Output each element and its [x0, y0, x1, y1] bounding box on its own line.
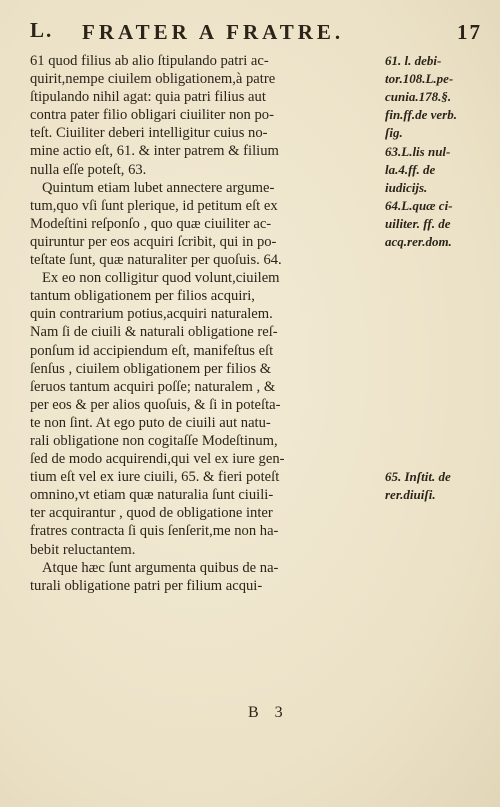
- margin-note: iudicijs.: [385, 179, 428, 195]
- margin-note: uiliter. ff. de: [385, 215, 451, 231]
- text-line: fratres contracta ſi quis ſenſerit,me non ha-: [30, 523, 279, 540]
- text-line: ſed de modo acquirendi,qui vel ex iure gen-: [30, 451, 285, 468]
- text-line: ſeruos tantum acquiri poſſe; naturalem , &: [30, 378, 276, 395]
- signature-mark: B 3: [248, 704, 289, 721]
- text-line: mine actio eſt, 61. & inter patrem & filium: [30, 143, 279, 160]
- text-line: tantum obligationem per filios acquiri,: [30, 288, 255, 305]
- text-line: teſt. Ciuiliter deberi intelligitur cuius no-: [30, 125, 268, 142]
- header-letter: L.: [30, 18, 54, 42]
- text-line: Atque hæc ſunt argumenta quibus de na-: [42, 559, 279, 576]
- text-line: ter acquirantur , quod de obligatione inter: [30, 505, 273, 522]
- page-number: 17: [457, 20, 482, 44]
- text-line: bebit reluctantem.: [30, 541, 136, 558]
- text-line: ſenſus , ciuilem obligationem per filios &: [30, 360, 272, 377]
- text-line: quiruntur per eos acquiri ſcribit, qui in po-: [30, 233, 277, 250]
- margin-note: rer.diuiſi.: [385, 487, 436, 503]
- text-line: tium eſt vel ex iure ciuili, 65. & fieri poteſt: [30, 469, 280, 486]
- text-line: te non ſint. At ego puto de ciuili aut natu-: [30, 414, 271, 431]
- text-line: rali obligatione non cogitaſſe Modeſtinum,: [30, 432, 278, 449]
- text-line: nulla eſſe poteſt, 63.: [30, 161, 147, 178]
- text-line: 61 quod filius ab alio ſtipulando patri ac-: [30, 53, 269, 69]
- text-line: omnino,vt etiam quæ naturalia ſunt ciuili-: [30, 487, 274, 504]
- text-line: quirit,nempe ciuilem obligationem,à patre: [30, 71, 276, 88]
- text-line: Ex eo non colligitur quod volunt,ciuilem: [42, 270, 280, 287]
- header-title: FRATER A FRATRE.: [82, 20, 345, 44]
- margin-note: acq.rer.dom.: [385, 234, 452, 249]
- text-line: teſtate ſunt, quæ naturaliter per quoſuis. 64.: [30, 252, 282, 269]
- text-line: Quintum etiam lubet annectere argume-: [42, 179, 275, 196]
- running-header: [30, 18, 482, 46]
- text-line: quin contrarium potius,acquiri naturalem.: [30, 306, 273, 323]
- text-line: contra pater filio obligari ciuiliter non po-: [30, 107, 274, 124]
- margin-note: cunia.178.§.: [385, 89, 452, 105]
- text-line: ſtipulando nihil agat: quia patri filius aut: [30, 89, 266, 106]
- margin-note: fin.ff.de verb.: [385, 107, 457, 123]
- text-line: per eos & per alios quoſuis, & ſi in poteſta-: [30, 396, 281, 413]
- text-line: Modeſtini reſponſo , quo quæ ciuiliter ac-: [30, 215, 272, 232]
- margin-note: tor.108.L.pe-: [385, 71, 454, 87]
- margin-note: 61. l. debi-: [385, 53, 442, 68]
- margin-note: 63.L.lis nul-: [385, 143, 451, 159]
- text-line: ponſum id accipiendum eſt, manifeſtus eſt: [30, 342, 274, 359]
- margin-note: 65. Inſtit. de: [385, 469, 451, 485]
- margin-note: ſig.: [385, 125, 403, 141]
- margin-note: la.4.ff. de: [385, 161, 436, 177]
- margin-note: 64.L.quæ ci-: [385, 197, 453, 213]
- text-line: tum,quo vſi ſunt plerique, id petitum eſt ex: [30, 197, 278, 214]
- text-line: Nam ſi de ciuili & naturali obligatione reſ-: [30, 324, 278, 341]
- text-line: turali obligatione patri per filium acqui-: [30, 577, 263, 594]
- main-text-column: [30, 52, 370, 595]
